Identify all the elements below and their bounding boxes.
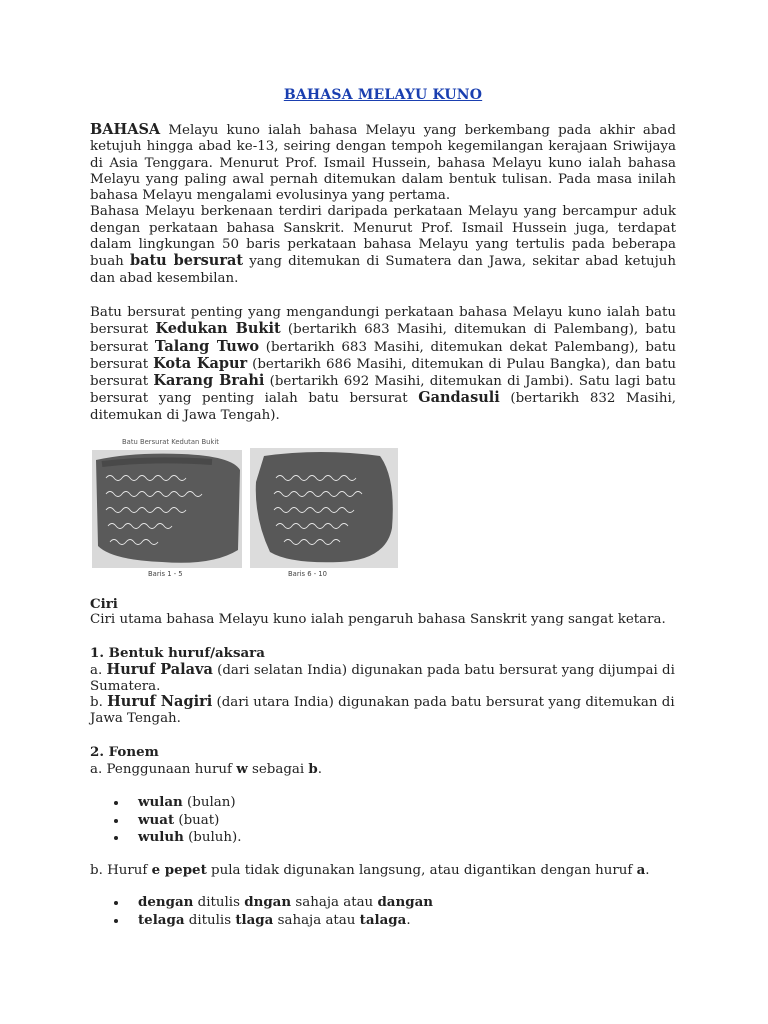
stone-image-right [250, 448, 398, 568]
section2-b-text-3: . [645, 863, 650, 878]
section2-b-bold-e-pepet: e pepet [151, 862, 207, 878]
section2-a-text-3: . [317, 762, 323, 777]
list-item-bold: wuat [138, 811, 175, 828]
section2-heading: 2. Fonem [90, 744, 159, 760]
intro-text-3: yang ditemukan di Sumatera dan Jawa, sekitar abad ketujuh dan abad kesembilan. [90, 254, 676, 286]
kota-kapur: Kota Kapur [153, 354, 248, 372]
section2-item-a [90, 761, 676, 778]
intro-paragraph [90, 122, 676, 287]
para2-text-4: (bertarikh 686 Masihi, ditemukan di Pulau Bangka), dan batu bersurat [90, 356, 676, 390]
list-item [112, 829, 242, 847]
list-item-text-2: sahaja atau [291, 895, 378, 910]
section2-a-text-2: sebagai [247, 762, 309, 777]
huruf-nagiri: Huruf Nagiri [107, 693, 213, 710]
list-item [112, 812, 242, 830]
para2-text-5: (bertarikh 692 Masihi, ditemukan di Jambi). Satu lagi batu bersurat yang penting ialah batu bersurat [90, 374, 677, 407]
kedukan-bukit: Kedukan Bukit [155, 320, 281, 338]
list-item [112, 794, 242, 812]
talang-tuwo: Talang Tuwo [154, 337, 259, 355]
intro-text-2: Bahasa Melayu berkenaan terdiri daripada perkataan Melayu yang bercampur aduk dengan perkataan bahasa Sanskrit. Menurut Prof. Ismail Hussein juga, terdapat dalam lingkungan 50 baris perkataan bahasa Melayu yang tertulis pada beberapa buah [90, 204, 676, 270]
list-item-bold: wuluh [138, 829, 184, 846]
caption-right: Baris 6 - 10 [288, 570, 327, 578]
inscription-figure [90, 438, 400, 580]
section1-b-prefix: b. [90, 695, 108, 710]
karang-brahi: Karang Brahi [153, 372, 265, 390]
section2-b-bold-a: a [636, 862, 646, 878]
list-item-bold-3: dangan [377, 894, 433, 910]
list-item [112, 894, 433, 912]
section2-item-b [90, 862, 676, 879]
figure-caption-top: Batu Bersurat Kedutan Bukit [122, 438, 219, 446]
stone-photo-right [250, 448, 398, 568]
dengan-list [112, 894, 433, 929]
gandasuli: Gandasuli [418, 389, 500, 407]
document-title: BAHASA MELAYU KUNO [283, 87, 483, 103]
section2-a-text-1: a. Penggunaan huruf [90, 762, 237, 777]
caption-left: Baris 1 - 5 [148, 570, 183, 578]
list-item-bold-1: telaga [138, 911, 185, 928]
para2-text-2: (bertarikh 683 Masihi, ditemukan di Palembang), batu bersurat [90, 322, 676, 355]
ciri-text: Ciri utama bahasa Melayu kuno ialah pengaruh bahasa Sanskrit yang sangat ketara. [90, 612, 666, 627]
wulan-list [112, 794, 242, 847]
section1-heading: 1. Bentuk huruf/aksara [90, 645, 265, 661]
para2-text-3: (bertarikh 683 Masihi, ditemukan dekat Palembang), batu bersurat [90, 339, 676, 372]
intro-bold-batu-bersurat: batu bersurat [129, 252, 244, 270]
list-item-bold: wulan [138, 794, 183, 810]
para2-text-6: (bertarikh 832 Masihi, ditemukan di Jawa Tengah). [90, 391, 676, 423]
list-item-bold-2: dngan [244, 894, 292, 910]
stone-photo-left [92, 450, 242, 568]
section1-item-a [90, 662, 676, 696]
section2-b-text-2: pula tidak digunakan langsung, atau digantikan dengan huruf [206, 863, 637, 878]
list-item-bold-2: tlaga [235, 911, 274, 928]
intro-text-2-wrap [90, 204, 676, 286]
list-item-text-2: sahaja atau [273, 912, 360, 928]
list-item-text-3: . [406, 912, 411, 928]
section2-a-bold-w: w [236, 761, 248, 777]
intro-lead: BAHASA [90, 121, 161, 138]
section2-b-text-1: b. Huruf [90, 863, 152, 878]
list-item-bold-1: dengan [138, 894, 194, 910]
list-item-text: (buluh). [183, 830, 242, 846]
section1-a-prefix: a. [90, 663, 107, 678]
list-item-text: (bulan) [182, 795, 236, 810]
list-item [112, 912, 433, 930]
para2-text-1: Batu bersurat penting yang mengandungi perkataan bahasa Melayu kuno ialah batu bersurat [90, 305, 676, 338]
list-item-text-1: ditulis [184, 912, 236, 928]
list-item-text-1: ditulis [193, 895, 245, 910]
stone-image-left [92, 450, 242, 568]
ciri-heading: Ciri [90, 596, 118, 612]
batu-bersurat-paragraph [90, 305, 676, 424]
huruf-palava: Huruf Palava [106, 661, 213, 678]
section2-a-bold-b: b [308, 761, 318, 777]
list-item-text: (buat) [174, 812, 220, 828]
section1-b-text: (dari utara India) digunakan pada batu bersurat yang ditemukan di Jawa Tengah. [90, 695, 675, 727]
intro-text-1: Melayu kuno ialah bahasa Melayu yang berkembang pada akhir abad ketujuh hingga abad ke-13, seiring dengan tempoh kegemilangan kerajaan Sriwijaya di Asia Tenggara. Menurut Prof. Ismail Hussein, bahasa Melayu kuno ialah bahasa Melayu yang paling awal pernah ditemukan dalam bentuk tulisan. Pada masa inilah bahasa Melayu mengalami evolusinya yang pertama. [90, 123, 676, 204]
section1-a-text: (dari selatan India) digunakan pada batu bersurat yang dijumpai di Sumatera. [90, 663, 675, 695]
section1-item-b [90, 694, 676, 728]
list-item-bold-3: talaga [359, 911, 407, 928]
